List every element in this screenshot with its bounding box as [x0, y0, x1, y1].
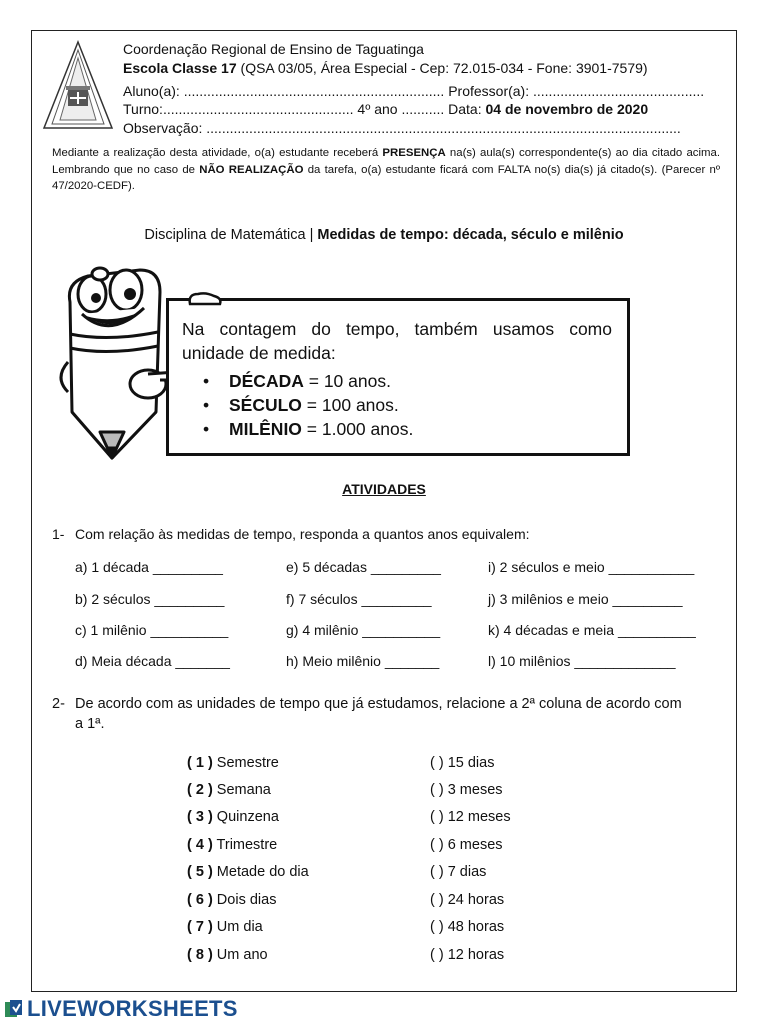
match-number: ( 2 )	[187, 782, 213, 798]
info-box	[166, 298, 630, 456]
match-right-3[interactable]: ( ) 12 meses	[430, 809, 511, 825]
match-label: Semestre	[212, 755, 279, 771]
match-left-6	[187, 892, 276, 908]
liveworksheets-logo[interactable]	[4, 996, 238, 1022]
match-label: Metade do dia	[212, 864, 309, 880]
date: 04 de novembro de 2020	[485, 101, 649, 117]
match-number: ( 1 )	[187, 755, 213, 771]
match-right-2[interactable]: ( ) 3 meses	[430, 782, 503, 798]
match-right-1[interactable]: ( ) 15 dias	[430, 755, 495, 771]
match-left-1	[187, 755, 279, 771]
match-right-5[interactable]: ( ) 7 dias	[430, 864, 487, 880]
match-left-4	[187, 837, 277, 853]
match-right-7[interactable]: ( ) 48 horas	[430, 919, 505, 935]
question1-number: 1-	[52, 526, 65, 542]
question2-number: 2-	[52, 696, 65, 712]
info-term: DÉCADA	[229, 371, 304, 391]
match-number: ( 4 )	[187, 837, 213, 853]
match-label: Um ano	[212, 947, 268, 963]
match-right-6[interactable]: ( ) 24 horas	[430, 892, 505, 908]
q1-item-f[interactable]: f) 7 séculos _________	[286, 591, 432, 607]
info-value: = 10 anos.	[303, 371, 391, 391]
match-label: Semana	[212, 782, 271, 798]
info-item-seculo	[203, 393, 413, 417]
match-number: ( 7 )	[187, 919, 213, 935]
match-left-8	[187, 947, 268, 963]
subject-topic: Medidas de tempo: década, século e milênio	[317, 227, 624, 243]
bullet-icon: •	[203, 419, 210, 439]
q1-item-j[interactable]: j) 3 milênios e meio _________	[488, 591, 683, 607]
notice-presenca: PRESENÇA	[382, 147, 446, 159]
school-line	[123, 59, 648, 77]
liveworksheets-mark-icon	[4, 999, 24, 1019]
match-left-7	[187, 919, 263, 935]
match-label: Trimestre	[212, 837, 278, 853]
match-label: Quinzena	[212, 809, 279, 825]
q1-item-c[interactable]: c) 1 milênio __________	[75, 622, 229, 638]
question1-text: Com relação às medidas de tempo, responda a quantos anos equivalem:	[75, 526, 530, 542]
school-name: Escola Classe 17	[123, 60, 237, 76]
match-label: Dois dias	[212, 892, 277, 908]
q1-item-d[interactable]: d) Meia década _______	[75, 653, 230, 669]
q1-item-b[interactable]: b) 2 séculos _________	[75, 591, 225, 607]
notice-part1: Mediante a realização desta atividade, o(a) estudante receberá	[52, 147, 383, 159]
info-item-decada	[203, 369, 413, 393]
bullet-icon: •	[203, 371, 210, 391]
match-number: ( 8 )	[187, 947, 213, 963]
activities-title: ATIVIDADES	[342, 481, 426, 497]
match-left-2	[187, 782, 271, 798]
q1-item-g[interactable]: g) 4 milênio __________	[286, 622, 441, 638]
subject-prefix: Disciplina de Matemática |	[144, 227, 318, 243]
hand-icon	[186, 290, 226, 308]
q1-item-l[interactable]: l) 10 milênios _____________	[488, 653, 676, 669]
q1-item-e[interactable]: e) 5 décadas _________	[286, 559, 441, 575]
info-value: = 100 anos.	[301, 395, 399, 415]
question2-text-line1: De acordo com as unidades de tempo que já estudamos, relacione a 2ª coluna de acordo com	[75, 696, 682, 712]
bullet-icon: •	[203, 395, 210, 415]
info-item-milenio	[203, 417, 413, 441]
observacao-line: Observação: ..........................................................................................................................	[123, 120, 681, 136]
info-intro: Na contagem do tempo, também usamos como unidade de medida:	[182, 319, 612, 363]
match-left-3	[187, 809, 279, 825]
question2-text-line2: a 1ª.	[75, 716, 105, 732]
match-label: Um dia	[212, 919, 263, 935]
match-left-5	[187, 864, 309, 880]
aluno-professor-line: Aluno(a): ................................................................... Professor(a): ............................................	[123, 83, 705, 99]
q1-item-k[interactable]: k) 4 décadas e meia __________	[488, 622, 696, 638]
liveworksheets-brand: LIVEWORKSHEETS	[27, 996, 238, 1021]
regional-title: Coordenação Regional de Ensino de Taguatinga	[123, 41, 424, 57]
match-number: ( 5 )	[187, 864, 213, 880]
info-term: MILÊNIO	[229, 419, 302, 439]
match-right-4[interactable]: ( ) 6 meses	[430, 837, 503, 853]
info-value: = 1.000 anos.	[301, 419, 414, 439]
notice-part3: da tarefa, o(a) estudante ficará com FALTA no(s) dia(s) já citado(s). (Parecer nº 47/2020-CEDF).	[52, 163, 720, 192]
subject-title	[0, 227, 768, 243]
notice-nao-realizacao: NÃO REALIZAÇÃO	[199, 163, 304, 176]
match-number: ( 6 )	[187, 892, 213, 908]
attendance-notice	[52, 145, 720, 195]
turno-date-line	[123, 100, 648, 118]
match-number: ( 3 )	[187, 809, 213, 825]
q1-item-h[interactable]: h) Meio milênio _______	[286, 653, 440, 669]
q1-item-a[interactable]: a) 1 década _________	[75, 559, 223, 575]
turno-prefix: Turno:................................................. 4º ano ........... Data:	[123, 101, 486, 117]
brasilia-emblem	[40, 40, 116, 132]
school-address: (QSA 03/05, Área Especial - Cep: 72.015-034 - Fone: 3901-7579)	[236, 60, 648, 76]
notice-part2: na(s) aula(s) correspondente(s) ao dia citado acima. Lembrando que no caso de	[52, 147, 720, 176]
info-list	[203, 369, 413, 441]
match-right-8[interactable]: ( ) 12 horas	[430, 947, 505, 963]
info-term: SÉCULO	[229, 395, 302, 415]
q1-item-i[interactable]: i) 2 séculos e meio ___________	[488, 559, 695, 575]
